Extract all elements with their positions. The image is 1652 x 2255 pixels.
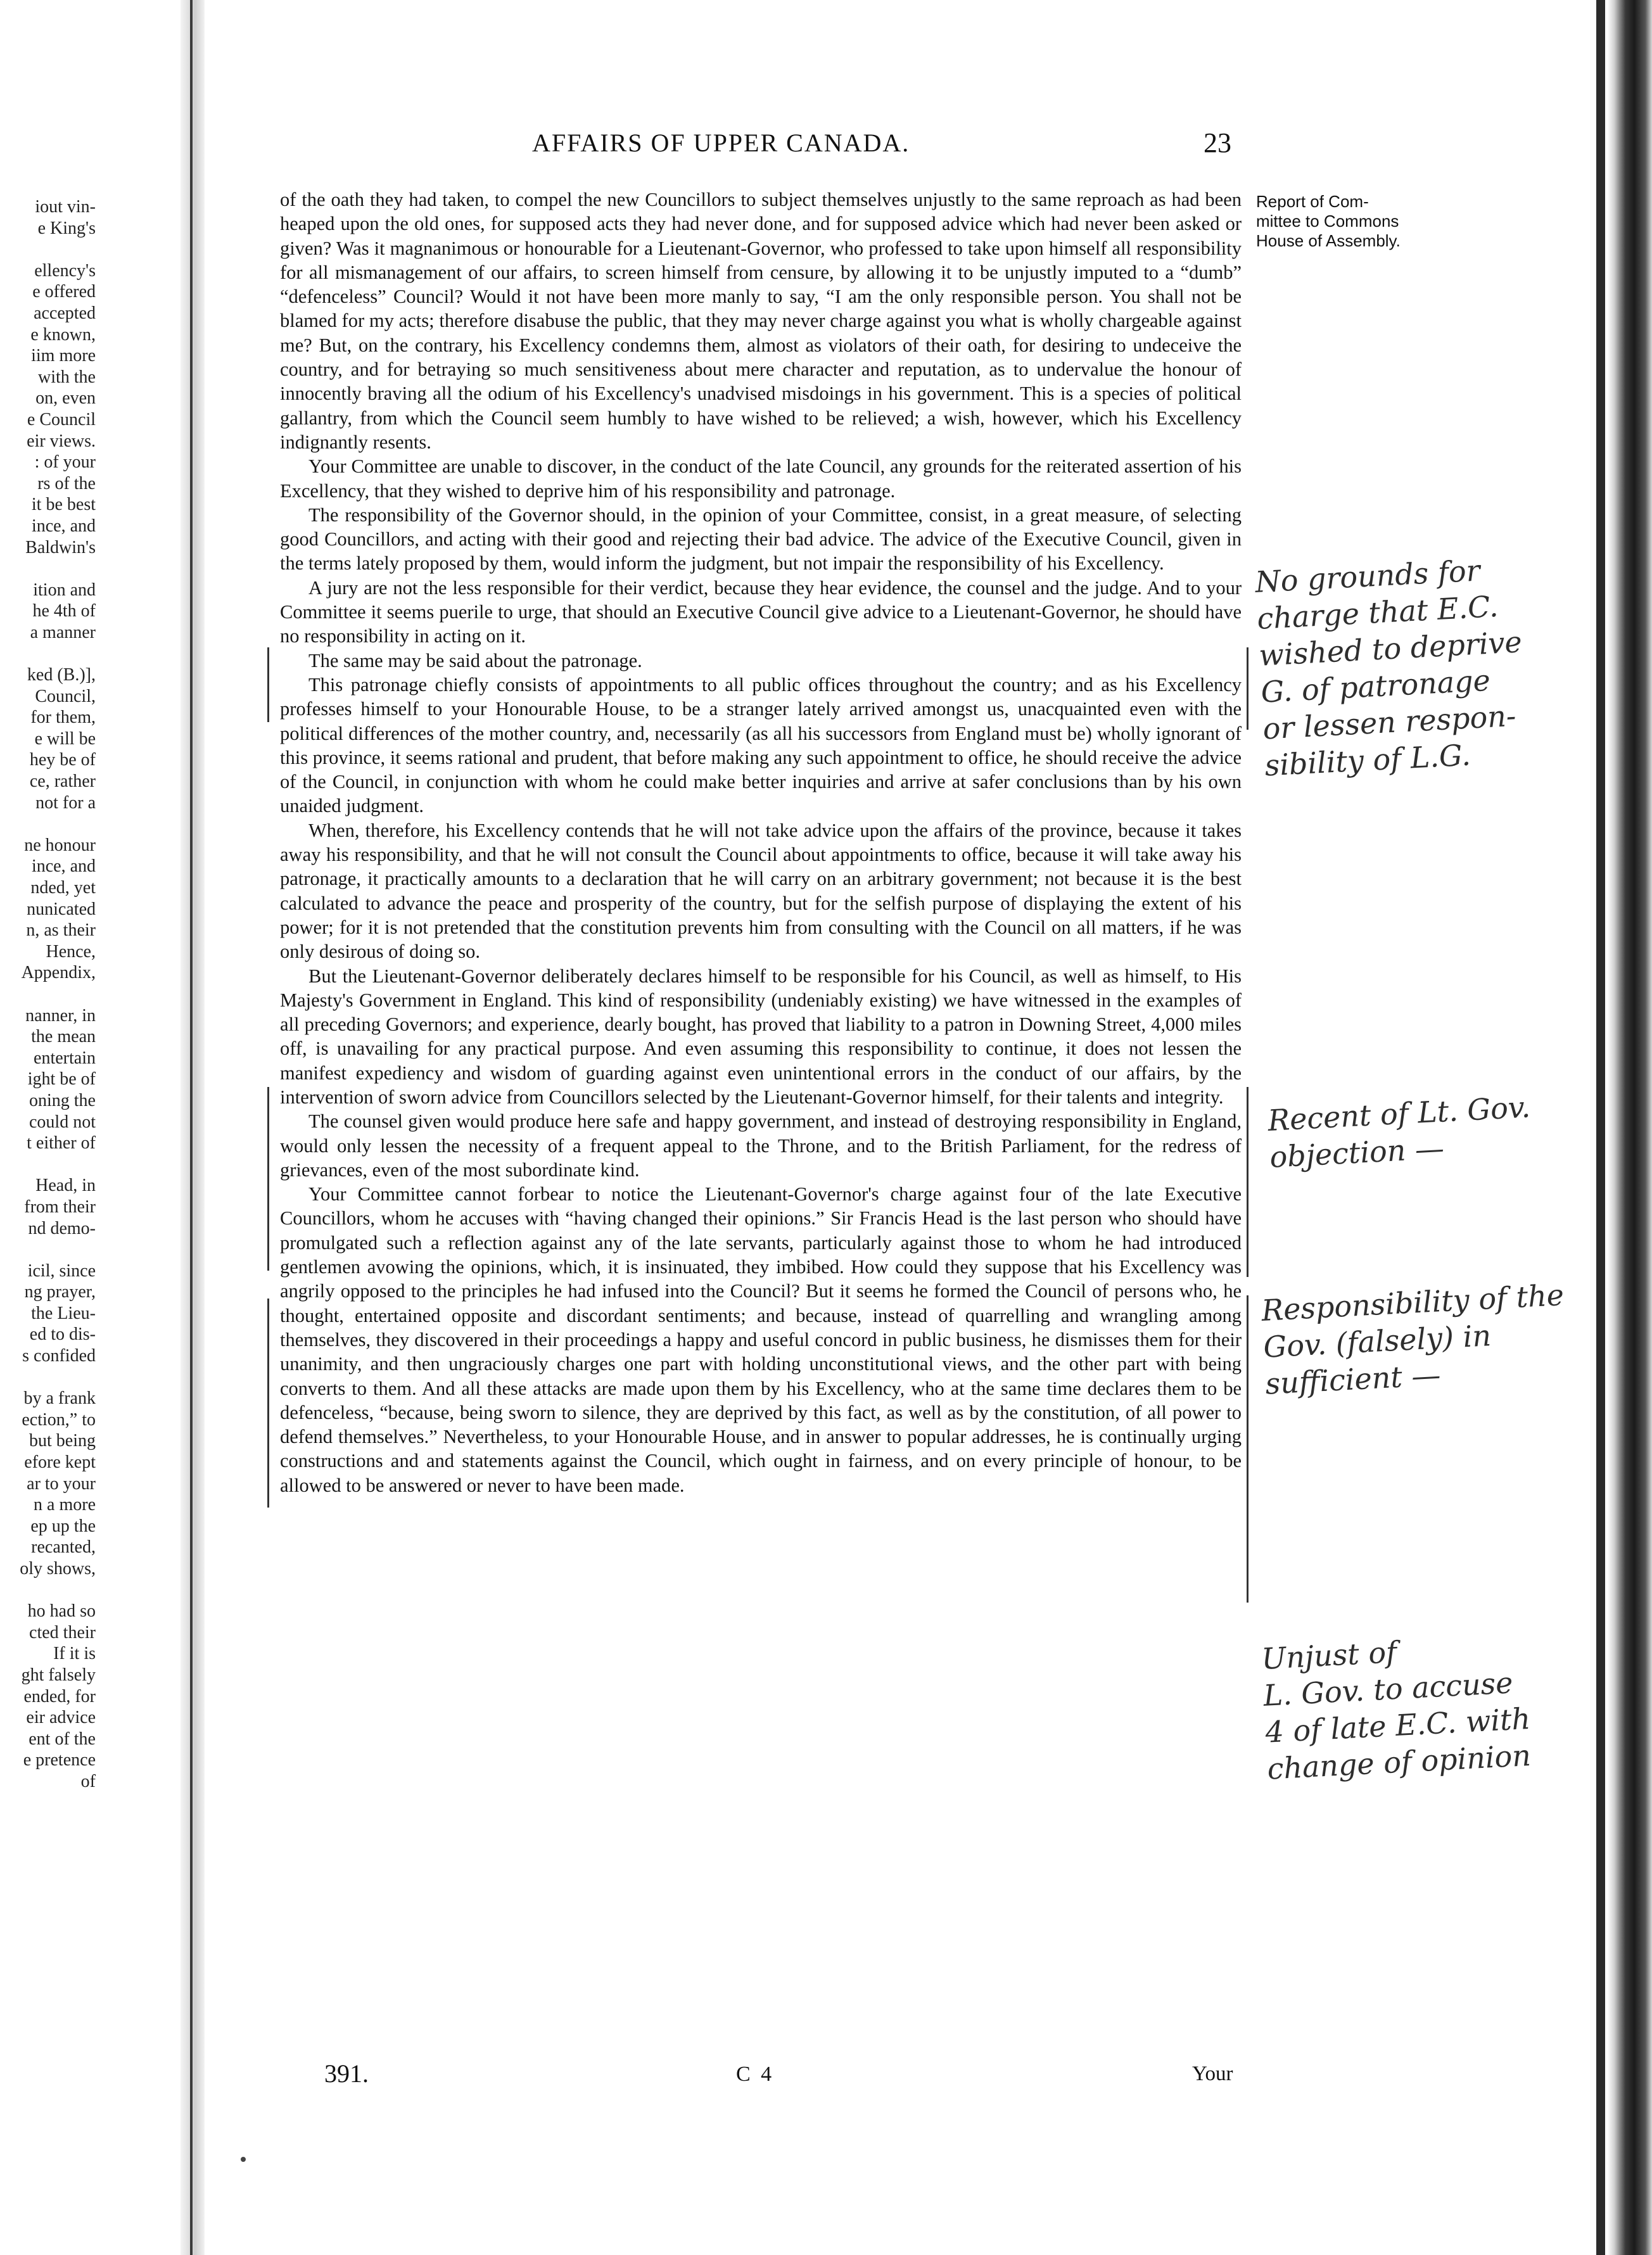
facing-page-line: Appendix, [21,963,96,983]
facing-page-line: ho had so [27,1601,96,1622]
facing-page-line [0,239,96,260]
side-note-line: mittee to Commons [1256,212,1399,231]
facing-page-line: Council, [35,686,96,706]
facing-page-line: ection,” to [22,1409,96,1430]
facing-page-line: hey be of [29,750,96,770]
facing-page-line: entertain [34,1048,96,1068]
facing-page-line [0,643,96,664]
facing-page-line: efore kept [24,1452,96,1473]
facing-page-line [0,1367,96,1388]
facing-page-line [0,1580,96,1601]
facing-page-line: from their [24,1197,96,1217]
facing-page-line: by a frank [23,1388,96,1409]
paragraph: The same may be said about the patronage. [308,649,642,671]
book-binding [1608,0,1652,2255]
facing-page-line: recanted, [31,1537,96,1558]
facing-page-line: ng prayer, [24,1282,96,1302]
handwritten-note: Unjust of L. Gov. to accuse 4 of late E.C. with change of opinion [1261,1634,1532,1786]
page-number: 23 [1204,127,1231,158]
facing-page-line: ince, and [31,516,96,536]
paragraph: A jury are not the less responsible for their verdict, because they hear evidence, the counsel and the judge. And to your Committee it seems puerile to urge, that should an Executive Council give advice to a Lieutenant-Governor, he should have no responsibility in acting on it. [280,576,1242,647]
facing-page-line: ked (B.)], [27,665,96,685]
paragraph: Your Committee are unable to discover, in the conduct of the late Council, any grounds for the reiterated assertion of his Excellency, that they wished to deprive him of his responsibility and patronage. [280,455,1242,502]
facing-page-line: ince, and [31,856,96,877]
facing-page-line: s confided [22,1346,96,1366]
facing-page-line: the Lieu- [31,1303,96,1323]
facing-page-line: e will be [34,728,96,749]
facing-page-line: eir advice [26,1708,96,1728]
facing-page-line: e pretence [23,1750,96,1770]
facing-page-line [0,813,96,835]
facing-page-line: nunicated [27,899,96,919]
facing-page-line: ep up the [30,1516,96,1536]
facing-page-line: ght falsely [21,1665,96,1685]
facing-page-line: iim more [31,346,96,366]
binding-edge [1596,0,1605,2255]
facing-page-line: could not [29,1112,96,1132]
facing-page-line: t either of [27,1133,96,1153]
facing-page-line: ition and [33,580,96,600]
facing-page-line: on, even [35,388,96,409]
margin-bracket [267,1299,269,1508]
side-note-line: Report of Com- [1256,192,1369,211]
document-number: 391. [324,2059,369,2088]
side-note-line: House of Assembly. [1256,231,1401,250]
facing-page-line: accepted [34,303,96,323]
facing-page-line: ight be of [27,1069,96,1089]
facing-page-line: for them, [30,708,96,728]
facing-page-line: ne honour [24,835,96,855]
main-text [280,187,1242,1497]
facing-page-line: oning the [29,1090,96,1110]
facing-page-line: Hence, [46,941,96,962]
paragraph: of the oath they had taken, to compel the new Councillors to subject themselves unjustly to the same reproach as had been heaped upon the old ones, for supposed acts they had never done, and for supposed advice which had never been asked or given? Was it magnanimous or honourable for a Lieutenant-Governor, who professed to take upon himself all responsibility for all mismanagement of our affairs, to screen himself from censure, by allowing it to be unjustly imputed to a “dumb” “defenceless” Council? Would it not have been more manly to say, “I am the only responsible person. You shall not be blamed for my acts; therefore disabuse the public, that they may never charge against you what is wholly chargeable against me? But, on the contrary, his Excellency condemns them, almost as violators of their oath, for desiring to undeceive the country, and for betraying so much sensitiveness about mere character and reputation, as to undervalue the honour of innocently braving all the odium of his Excellency's unadvised misdoings in his government. This is a species of political gallantry, from which the Council seem humbly to have wished to be relieved; a wish, however, which his Excellency indignantly resents. [280,189,1242,453]
facing-page-line: ce, rather [29,772,96,792]
facing-page-line: icil, since [27,1261,96,1281]
ink-speck [241,2157,246,2162]
facing-page-line: Baldwin's [25,537,96,557]
facing-page-line [0,1154,96,1176]
paragraph: When, therefore, his Excellency contends that he will not take advice upon the affairs of the province, because it takes away his responsibility, and that he will not consult the Council about appointments to office, because it will take away his patronage, it practically amounts to a declaration that he will carry on an arbitrary government; not because it is the best calculated to advance the peace and prosperity of the country, but for the selfish purpose of displaying the extent of his power; for it is not pretended that the constitution prevents him from consulting with the Council on all matters, if he was only desirous of doing so. [280,819,1242,963]
gutter-line [190,0,193,2255]
facing-page-line: it be best [31,495,96,515]
margin-line [1247,1087,1249,1277]
facing-page-line: e known, [30,324,96,345]
facing-page-line [0,558,96,580]
facing-page-line: nded, yet [30,878,96,898]
paragraph: But the Lieutenant-Governor deliberately declares himself to be responsible for his Council, as well as himself, to His Majesty's Government in England. This kind of responsibility (undeniably existing) we have witnessed in the examples of all preceding Governors; and experience, dearly bought, has proved that liability to a patron in Downing Street, 4,000 miles off, is unavailing for any practical purpose. And even assuming this responsibility to continue, it does not lessen the manifest expediency and wisdom of guarding against even unintentional errors in the conduct of our affairs, by the intervention of sworn advice from Councillors selected by the Lieutenant-Governor himself, for their talents and integrity. [280,965,1242,1108]
facing-page-line: ar to your [27,1473,96,1494]
page-gutter [181,0,205,2255]
facing-page-line [0,984,96,1005]
facing-page-line: ent of the [29,1729,96,1749]
facing-page-line: n, as their [26,920,96,941]
facing-page-fragments [0,196,96,1793]
facing-page-line: iout vin- [35,197,96,217]
facing-page-line: ellency's [34,260,96,281]
margin-bracket [267,1087,269,1271]
paragraph: The counsel given would produce here safe and happy government, and instead of destroying responsibility in England, would only lessen the necessity of a frequent appeal to the Throne, and to the British Parliament, for the redress of grievances, even of the most subordinate kind. [280,1110,1242,1181]
handwritten-note: Recent of Lt. Gov. objection — [1267,1089,1532,1174]
facing-page-line: : of your [34,452,96,473]
facing-page-line: n a more [34,1495,96,1515]
facing-page-line: not for a [35,792,96,813]
margin-bracket [267,647,269,722]
facing-page-line: rs of the [37,473,96,493]
facing-page-line: e offered [32,282,96,302]
facing-page-line: ended, for [23,1686,96,1706]
facing-page-line: he 4th of [32,601,96,621]
facing-page-line: eir views. [27,431,96,451]
facing-page-line: e Council [27,409,96,429]
facing-page-line: e King's [37,218,96,238]
facing-page-line: nanner, in [25,1005,96,1026]
facing-page-line: If it is [53,1644,96,1664]
paragraph: The responsibility of the Governor should, in the opinion of your Committee, consist, in a great measure, of selecting good Councillors, and acting with their good and rejecting their bad advice. The advice of the Executive Council, given in the terms lately proposed by them, would inform the judgment, but not impair the responsibility of his Excellency. [280,504,1242,575]
handwritten-note: No grounds for charge that E.C. wished to deprive G. of patronage or lessen respon- sibility of L.G. [1254,553,1523,783]
margin-line [1247,1295,1249,1603]
facing-page-line: but being [29,1431,96,1451]
facing-page-line: with the [38,367,96,387]
facing-page-line [0,1239,96,1261]
facing-page-line: nd demo- [28,1218,96,1238]
facing-page-line: oly shows, [20,1559,96,1578]
facing-page-line: of [80,1771,96,1791]
catchword: Your [1192,2062,1233,2085]
signature-mark: C 4 [736,2062,775,2086]
facing-page-line: the mean [31,1027,96,1047]
side-note [1256,192,1459,251]
running-head: AFFAIRS OF UPPER CANADA. [532,129,910,157]
facing-page-line: ed to dis- [29,1324,96,1345]
paragraph: Your Committee cannot forbear to notice the Lieutenant-Governor's charge against four of the late Executive Councillors, whom he accuses with “having changed their opinions.” Sir Francis Head is the last person who should have promulgated such a reflection against any of the late servants, particularly against those to whom he had introduced gentlemen avowing the opinions, which, it is insinuated, they imbibed. How could they suppose that his Excellency was angrily opposed to the principles he had infused into the Council? But it seems he formed the Council of persons who, he thought, entertained opposite and discordant sentiments; and because, instead of quarrelling and wrangling among themselves, they discovered in their proceedings a happy and useful concord in public business, he dismisses them for their unanimity, and then ungraciously charges one part with holding unconstitutional views, and the other part with being converts to them. And all these attacks are made upon them by his Excellency, who at the same time declares them to be defenceless, “because, being sworn to silence, they are deprived by this fact, as well as by the constitution, of all power to defend themselves.” Nevertheless, to your Honourable House, and in answer to popular addresses, he is continually urging constructions and and statements against the Council, which ought in fairness, and on every principle of honour, to be allowed to be answered or never to have been made. [280,1183,1242,1496]
paragraph: This patronage chiefly consists of appointments to all public offices throughout the country; and as his Excellency professes himself to your Honourable House, to be a stranger lately arrived amongst us, unacquainted even with the political differences of the mother country, and, necessarily (as all his successors from England must be) wholly ignorant of this province, it seems rational and prudent, that before making any such appointment to office, he should receive the advice of the Council, in conjunction with whom he could make better inquiries and arrive at safer conclusions than by his own unaided judgment. [280,673,1242,817]
handwritten-note: Responsibility of the Gov. (falsely) in sufficient — [1261,1277,1565,1401]
facing-page-line: cted their [29,1622,96,1642]
facing-page-line: Head, in [35,1176,96,1196]
margin-line [1247,647,1249,730]
facing-page-line: a manner [30,622,96,642]
